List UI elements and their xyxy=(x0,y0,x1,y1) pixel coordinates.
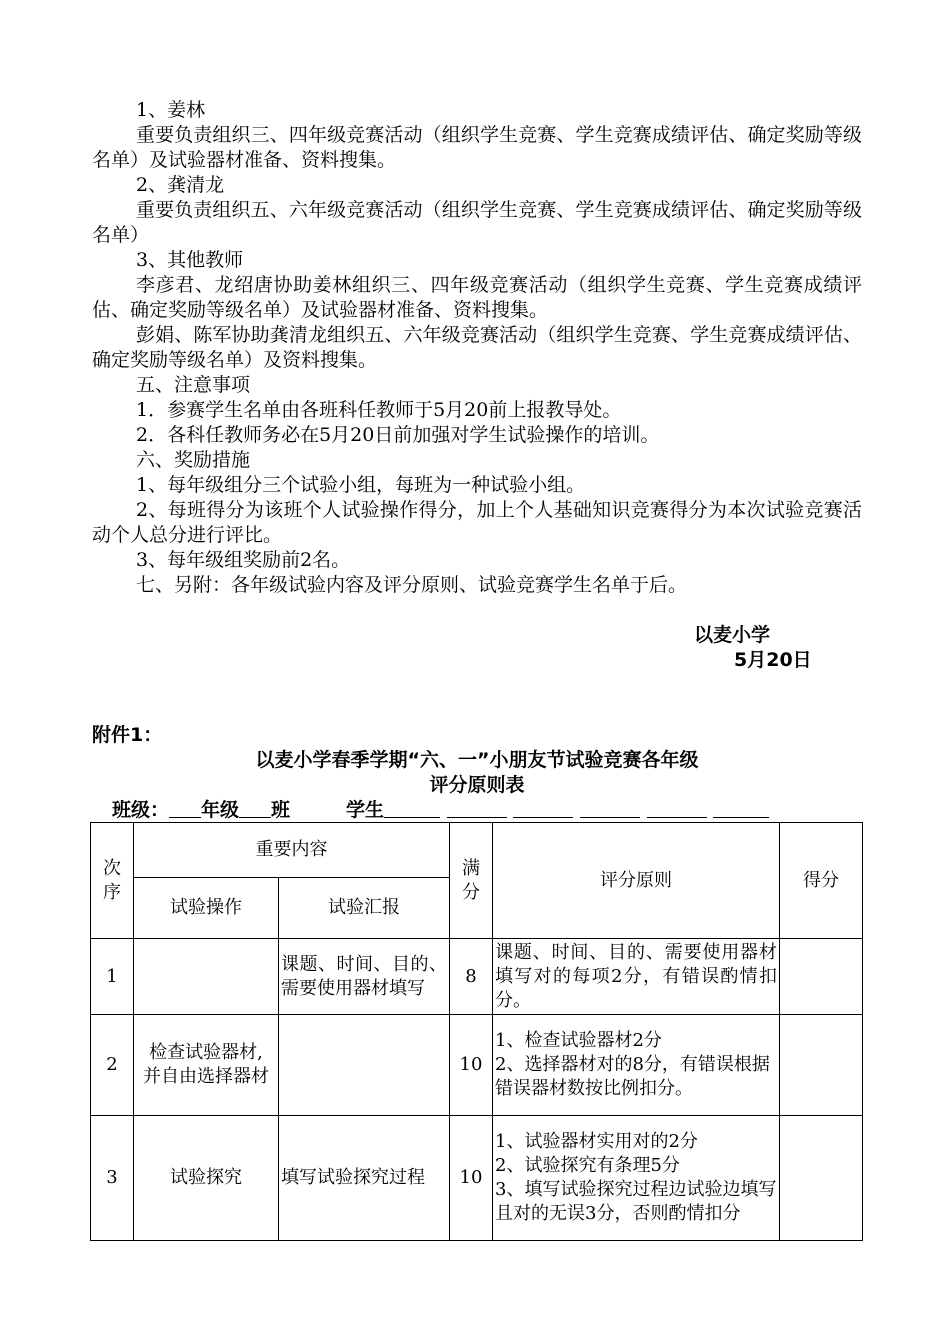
student-blank-4[interactable] xyxy=(580,799,640,818)
row-operation xyxy=(134,939,279,1015)
row-score[interactable] xyxy=(780,1015,863,1116)
row-score[interactable] xyxy=(780,1116,863,1241)
header-score: 得分 xyxy=(780,823,863,939)
student-blank-3[interactable] xyxy=(513,799,573,818)
grade-blank[interactable] xyxy=(169,799,201,818)
row-full-score: 8 xyxy=(450,939,493,1015)
student-label: 学生 xyxy=(346,799,385,821)
header-operation: 试验操作 xyxy=(134,878,279,939)
reward-item-2: 2、每班得分为该班个人试验操作得分，加上个人基础知识竞赛得分为本次试验竞赛活动个人总分进行评比。 xyxy=(92,499,862,546)
section-heading-rewards: 六、奖励措施 xyxy=(136,449,251,471)
header-report: 试验汇报 xyxy=(279,878,450,939)
row-operation: 检查试验器材,并自由选择器材 xyxy=(134,1015,279,1116)
header-criteria: 评分原则 xyxy=(493,823,780,939)
row-criteria: 1、检查试验器材2分 2、选择器材对的8分，有错误根据错误器材数按比例扣分。 xyxy=(493,1015,780,1116)
table-row xyxy=(91,1116,863,1241)
attachment-title-line1: 以麦小学春季学期“六、一”小朋友节试验竞赛各年级 xyxy=(255,749,699,771)
note-item-2: 2．各科任教师务必在5月20日前加强对学生试验操作的培训。 xyxy=(136,424,660,446)
row-order: 2 xyxy=(91,1015,134,1116)
class-student-line xyxy=(112,798,832,823)
student-blank-1[interactable] xyxy=(384,799,440,818)
note-item-1: 1．参赛学生名单由各班科任教师于5月20前上报教导处。 xyxy=(136,399,622,421)
section-heading-gongqinglong: 2、龚清龙 xyxy=(136,174,225,196)
section-heading-other-teachers: 3、其他教师 xyxy=(136,249,244,271)
signature-school: 以麦小学 xyxy=(694,624,771,646)
paragraph-other-teachers-2: 彭娟、陈军协助龚清龙组织五、六年级竞赛活动（组织学生竞赛、学生竞赛成绩评估、确定奖励等级名单）及资料搜集。 xyxy=(92,324,862,371)
scoring-table xyxy=(90,822,863,1241)
row-report: 课题、时间、目的、需要使用器材填写 xyxy=(279,939,450,1015)
row-score[interactable] xyxy=(780,939,863,1015)
paragraph-jianglin-duty: 重要负责组织三、四年级竞赛活动（组织学生竞赛、学生竞赛成绩评估、确定奖励等级名单）及试验器材准备、资料搜集。 xyxy=(92,124,862,171)
student-blank-2[interactable] xyxy=(447,799,507,818)
row-order: 1 xyxy=(91,939,134,1015)
signature-date: 5月20日 xyxy=(734,649,812,671)
student-blank-6[interactable] xyxy=(713,799,769,818)
paragraph-gongqinglong-duty: 重要负责组织五、六年级竞赛活动（组织学生竞赛、学生竞赛成绩评估、确定奖励等级名单） xyxy=(92,199,862,246)
row-operation: 试验探究 xyxy=(134,1116,279,1241)
row-report: 填写试验探究过程 xyxy=(279,1116,450,1241)
row-full-score: 10 xyxy=(450,1015,493,1116)
class-label: 班级： xyxy=(112,799,170,821)
table-row xyxy=(91,1015,863,1116)
reward-item-1: 1、每年级组分三个试验小组，每班为一种试验小组。 xyxy=(136,474,586,496)
row-order: 3 xyxy=(91,1116,134,1241)
row-criteria: 课题、时间、目的、需要使用器材填写对的每项2分，有错误酌情扣分。 xyxy=(493,939,780,1015)
grade-label: 年级 xyxy=(201,799,240,821)
header-order: 次序 xyxy=(91,823,134,939)
attachment-label: 附件1： xyxy=(92,724,163,746)
row-report xyxy=(279,1015,450,1116)
attachment-title-line2: 评分原则表 xyxy=(429,774,525,796)
section-heading-notes: 五、注意事项 xyxy=(136,374,251,396)
student-blank-5[interactable] xyxy=(647,799,707,818)
section-heading-appendix: 七、另附：各年级试验内容及评分原则、试验竞赛学生名单于后。 xyxy=(136,574,688,596)
table-row xyxy=(91,939,863,1015)
header-main-content: 重要内容 xyxy=(134,823,450,878)
reward-item-3: 3、每年级组奖励前2名。 xyxy=(136,549,351,571)
paragraph-other-teachers-1: 李彦君、龙绍唐协助姜林组织三、四年级竞赛活动（组织学生竞赛、学生竞赛成绩评估、确定奖励等级名单）及试验器材准备、资料搜集。 xyxy=(92,274,862,321)
row-criteria: 1、试验器材实用对的2分 2、试验探究有条理5分 3、填写试验探究过程边试验边填写且对的无误3分，否则酌情扣分 xyxy=(493,1116,780,1241)
header-full-score: 满分 xyxy=(450,823,493,939)
class-blank[interactable] xyxy=(239,799,271,818)
ban-label: 班 xyxy=(271,799,291,821)
row-full-score: 10 xyxy=(450,1116,493,1241)
section-heading-jianglin: 1、姜林 xyxy=(136,99,206,121)
